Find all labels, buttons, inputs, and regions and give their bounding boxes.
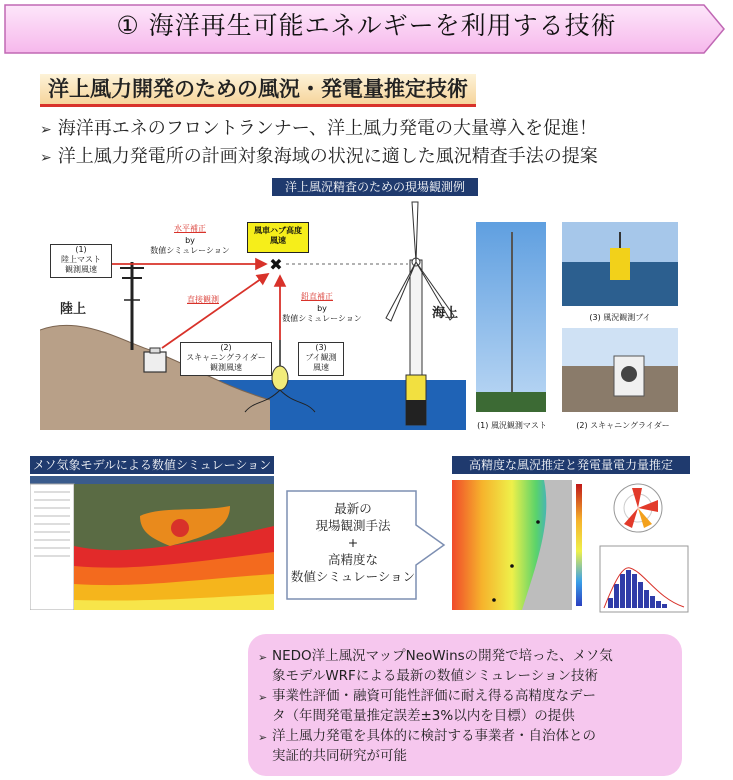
vertical-correction-sub: by 数値シミュレーション [282,304,362,323]
bullet-text: 洋上風力発電所の計画対象海域の状況に適した風況精査手法の提案 [57,146,598,167]
arrow-icon: ➢ [40,122,52,138]
precision-figures [452,480,690,614]
buoy-photo [562,222,678,306]
land-mast-label: (1) 陸上マスト 観測風速 [50,244,112,278]
observation-header: 洋上風況精査のための現場観測例 [272,178,478,196]
horizontal-correction-label: 水平補正 [174,224,206,233]
lidar-unit-icon [144,348,166,372]
bullet-text: 海洋再エネのフロントランナー、洋上風力発電の大量導入を促進！ [57,118,598,139]
meso-header: メソ気象モデルによる数値シミュレーション [30,456,274,474]
combine-text: 最新の 現場観測手法 + 高精度な 数値シミュレーション [290,501,416,584]
sea-label: 海上 [432,306,459,321]
vertical-correction-label: 鉛直補正 [301,292,333,301]
simulation-map [30,476,274,610]
mast-caption: (1) 風況観測マスト [477,421,547,430]
lidar-caption: (2) スキャニングライダー [576,421,670,430]
summary-2-line1: 事業性評価・融資可能性評価に耐え得る高精度なデー [272,688,596,704]
summary-1-line1: NEDO洋上風況マップNeoWinsの開発で培った、メソ気 [272,648,613,664]
arrow-icon: ➢ [258,651,268,664]
summary-1-line2: 象モデルWRFによる最新の数値シミュレーション技術 [272,668,599,684]
precision-header: 高精度な風況推定と発電量電力量推定 [452,456,690,474]
target-x-icon: ✖ [269,255,283,274]
summary-3-line2: 実証的共同研究が可能 [272,748,407,764]
page-title: ① 海洋再生可能エネルギーを利用する技術 [116,11,617,40]
arrow-icon: ➢ [258,691,268,704]
lidar-photo [562,328,678,412]
buoy-observation-label: (3) ブイ観測 風速 [298,342,344,376]
section-title: 洋上風力開発のための風況・発電量推定技術 [40,74,476,107]
hub-height-box: 風車ハブ高度 風速 [247,222,309,253]
direct-observation-label: 直接観測 [187,295,219,304]
summary-2-line2: タ（年間発電量推定誤差±3%以内を目標）の提供 [272,708,575,724]
summary-3-line1: 洋上風力発電を具体的に検討する事業者・自治体との [272,728,596,744]
land-label: 陸上 [60,302,87,317]
arrow-icon: ➢ [258,731,268,744]
bullet-2 [40,142,598,168]
mast-photo [476,222,546,412]
scanning-lidar-label: (2) スキャニングライダー 観測風速 [180,342,272,376]
buoy-caption: (3) 風況観測ブイ [589,313,651,322]
bullet-1 [40,114,597,140]
horizontal-correction-sub: by 数値シミュレーション [150,236,230,255]
utility-pole-icon [120,262,144,350]
arrow-icon: ➢ [40,150,52,166]
